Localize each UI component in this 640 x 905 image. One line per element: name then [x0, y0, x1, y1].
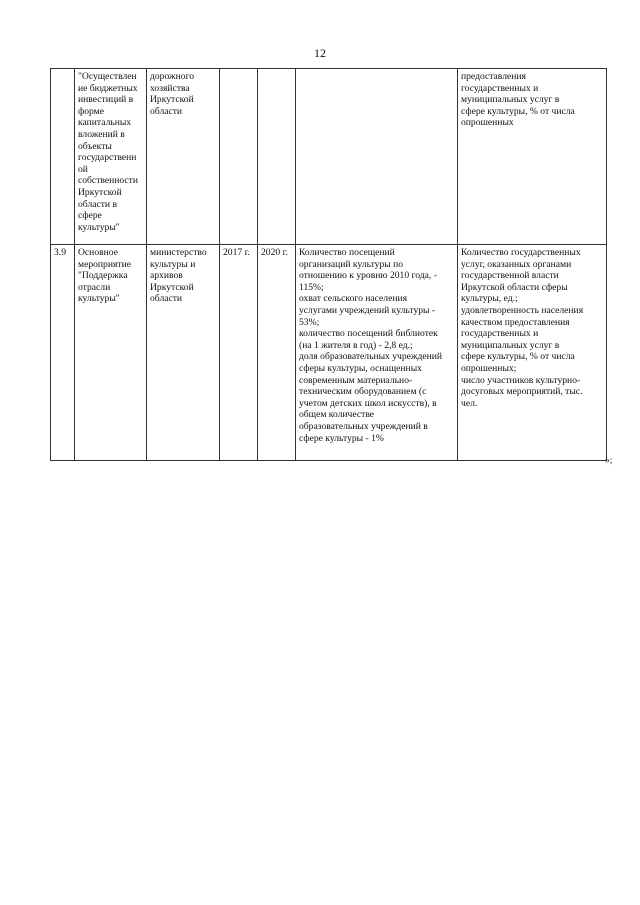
table-row: [51, 245, 607, 461]
start-year: 2017 г.: [220, 245, 258, 461]
target-indicators: предоставления государственных и муниципальных услуг в сфере культуры, % от числа опрошенных: [458, 69, 607, 245]
closing-quote-mark: »;: [605, 455, 613, 466]
row-number: [51, 69, 75, 245]
executor: министерство культуры и архивов Иркутской области: [147, 245, 220, 461]
end-year: 2020 г.: [258, 245, 296, 461]
expected-results: Количество посещений организаций культуры по отношению к уровню 2010 года, - 115%; охват сельского населения услугами учреждений культуры - 53%; количество посещений библиотек (на 1 жителя в год) - 2,8 ед.; доля образовательных учреждений сферы культуры, оснащенных современным материально- техническим оборудованием (с учетом детских школ искусств), в общем количестве образовательных учреждений в сфере культуры - 1%: [296, 245, 458, 461]
table-row: [51, 69, 607, 245]
program-measures-table: [50, 68, 607, 461]
measure-name: Основное мероприятие "Поддержка отрасли культуры": [75, 245, 147, 461]
measure-name: "Осуществлен ие бюджетных инвестиций в форме капитальных вложений в объекты государственн ой собственности Иркутской области в сфере культуры": [75, 69, 147, 245]
start-year: [220, 69, 258, 245]
end-year: [258, 69, 296, 245]
expected-results: [296, 69, 458, 245]
row-number: 3.9: [51, 245, 75, 461]
target-indicators: Количество государственных услуг, оказанных органами государственной власти Иркутской области сферы культуры, ед.; удовлетворенность населения качеством предоставления государственных и муниципальных услуг в сфере культуры, % от числа опрошенных; число участников культурно- досуговых мероприятий, тыс. чел.: [458, 245, 607, 461]
page-number: 12: [314, 46, 326, 60]
executor: дорожного хозяйства Иркутской области: [147, 69, 220, 245]
